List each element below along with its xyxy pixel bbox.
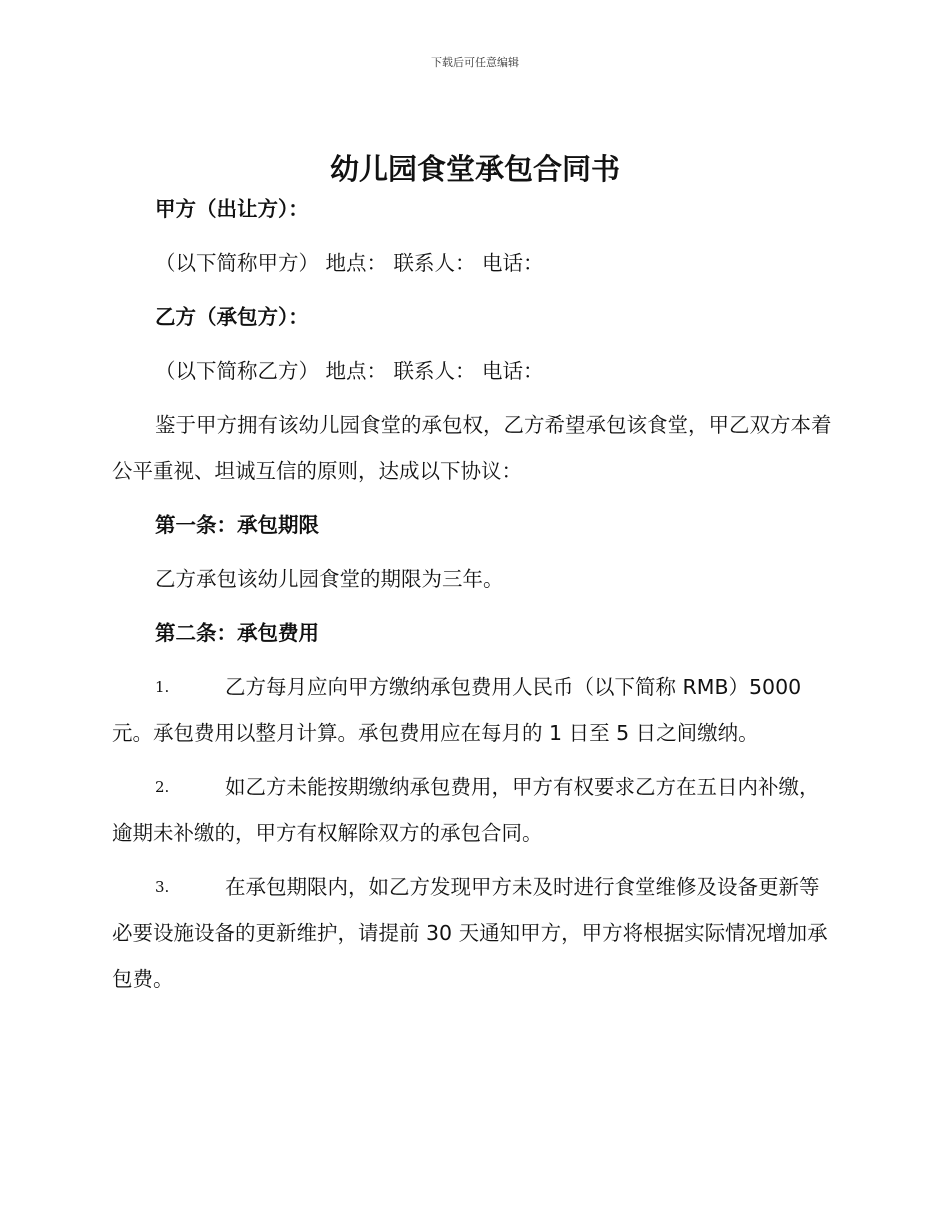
article2-item bbox=[112, 664, 838, 756]
party-b-heading: 乙方（承包方）： bbox=[155, 305, 309, 329]
item-text: 如乙方未能按期缴纳承包费用，甲方有权要求乙方在五日内补缴，逾期未补缴的，甲方有权解除双方的承包合同。 bbox=[112, 775, 820, 845]
document-title: 幼儿园食堂承包合同书 bbox=[329, 152, 620, 186]
party-b-info: （以下简称乙方） 地点： 联系人： 电话： bbox=[155, 359, 544, 383]
article1-text: 乙方承包该幼儿园食堂的期限为三年。 bbox=[155, 567, 504, 591]
article2-item bbox=[112, 764, 838, 856]
item-number: 1. bbox=[155, 678, 170, 696]
article2-item bbox=[112, 864, 838, 1002]
article2-heading: 第二条：承包费用 bbox=[155, 621, 319, 645]
party-a-info: （以下简称甲方） 地点： 联系人： 电话： bbox=[155, 251, 544, 275]
party-a-heading: 甲方（出让方）： bbox=[155, 197, 309, 221]
header-note: 下载后可任意编辑 bbox=[431, 56, 519, 69]
item-text: 乙方每月应向甲方缴纳承包费用人民币（以下简称 RMB）5000元。承包费用以整月计算。承包费用应在每月的 1 日至 5 日之间缴纳。 bbox=[112, 675, 802, 745]
item-number: 2. bbox=[155, 778, 170, 796]
preamble-paragraph: 鉴于甲方拥有该幼儿园食堂的承包权，乙方希望承包该食堂，甲乙双方本着公平重视、坦诚互信的原则，达成以下协议： bbox=[112, 413, 832, 483]
item-number: 3. bbox=[155, 878, 170, 896]
article1-heading: 第一条：承包期限 bbox=[155, 513, 319, 537]
item-text: 在承包期限内，如乙方发现甲方未及时进行食堂维修及设备更新等必要设施设备的更新维护，请提前 30 天通知甲方，甲方将根据实际情况增加承包费。 bbox=[112, 875, 828, 991]
contract-body bbox=[112, 147, 838, 1002]
